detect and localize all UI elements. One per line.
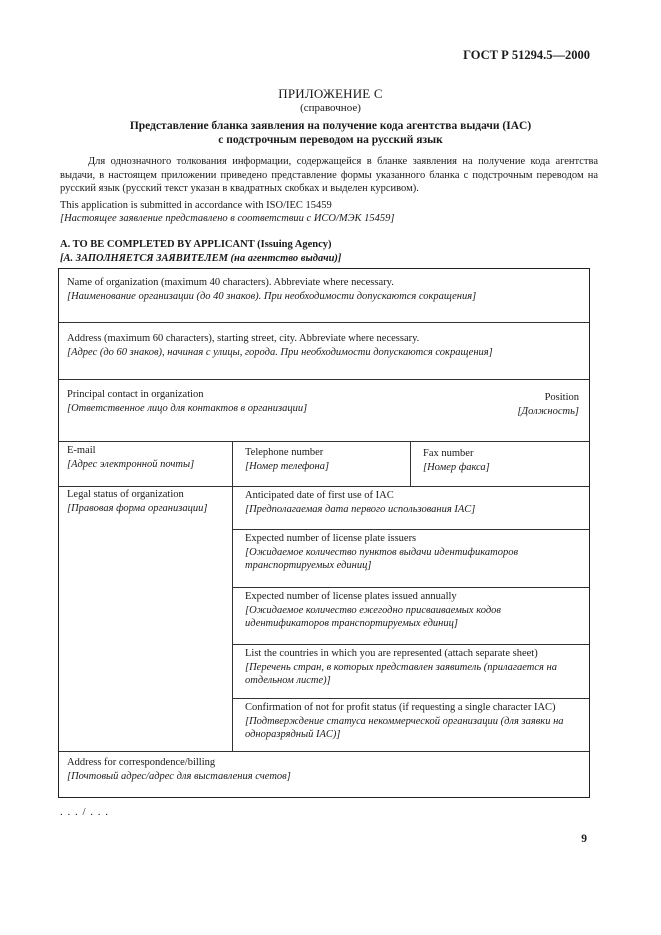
statement-en: This application is submitted in accordance with ISO/IEC 15459: [60, 200, 332, 211]
field-plates-annually-ru1: [Ожидаемое количество ежегодно присваиваемых кодов: [245, 604, 501, 616]
field-fax[interactable]: [423, 447, 490, 474]
field-date-first-use-ru: [Предполагаемая дата первого использования IAC]: [245, 503, 476, 515]
row-divider: [59, 322, 589, 323]
field-telephone-en: Telephone number: [245, 447, 324, 458]
field-fax-ru: [Номер факса]: [423, 461, 490, 473]
form-title: [60, 119, 601, 147]
field-contact-ru: [Ответственное лицо для контактов в организации]: [67, 402, 308, 414]
field-non-profit-ru1: [Подтверждение статуса некоммерческой организации (для заявки на: [245, 715, 564, 727]
field-email-ru: [Адрес электронной почты]: [67, 458, 195, 470]
field-issuers[interactable]: [245, 532, 518, 573]
application-form-table: [58, 268, 590, 798]
field-non-profit[interactable]: [245, 701, 564, 742]
row-divider: [232, 529, 589, 530]
field-countries-ru2: отдельном листе)]: [245, 675, 331, 686]
field-email[interactable]: [67, 444, 194, 471]
row-divider: [59, 486, 589, 487]
row-divider: [59, 379, 589, 380]
row-divider: [232, 587, 589, 588]
section-a-heading-ru: [А. ЗАПОЛНЯЕТСЯ ЗАЯВИТЕЛЕМ (на агентство выдачи)]: [60, 253, 342, 264]
field-legal-status-en: Legal status of organization: [67, 489, 184, 500]
field-non-profit-en: Confirmation of not for profit status (if requesting a single character IAC): [245, 702, 556, 713]
field-contact[interactable]: [67, 388, 307, 415]
field-issuers-ru1: [Ожидаемое количество пунктов выдачи идентификаторов: [245, 546, 519, 558]
field-address-ru: [Адрес (до 60 знаков), начиная с улицы, города. При необходимости допускаются сокращения]: [67, 346, 493, 358]
field-legal-status-ru: [Правовая форма организации]: [67, 502, 208, 514]
field-issuers-ru2: транспортируемых единиц]: [245, 560, 372, 571]
field-correspondence-address[interactable]: [67, 756, 291, 783]
field-date-first-use[interactable]: [245, 489, 475, 516]
field-issuers-en: Expected number of license plate issuers: [245, 533, 417, 544]
row-divider: [59, 441, 589, 442]
field-org-name-en: Name of organization (maximum 40 characters). Abbreviate where necessary.: [67, 277, 394, 288]
intro-paragraph: Для однозначного толкования информации, содержащейся в бланке заявления на получение кода агентства выдачи, в настоящем приложении приведено представление формы указанного бланка с подстрочным переводом на русский язык (русский текст указан в квадратных скобках и выделен курсивом).: [60, 156, 598, 194]
field-fax-en: Fax number: [423, 448, 474, 459]
field-org-name[interactable]: [67, 276, 476, 303]
field-countries-en: List the countries in which you are represented (attach separate sheet): [245, 648, 538, 659]
page-number: 9: [581, 833, 587, 845]
appendix-subtitle: (справочное): [300, 102, 361, 114]
field-contact-en: Principal contact in organization: [67, 389, 204, 400]
statement-ru: [Настоящее заявление представлено в соответствии с ИСО/МЭК 15459]: [60, 213, 395, 224]
field-address[interactable]: [67, 332, 493, 359]
field-org-name-ru: [Наименование организации (до 40 знаков). При необходимости допускаются сокращения]: [67, 290, 477, 302]
field-date-first-use-en: Anticipated date of first use of IAC: [245, 490, 394, 501]
row-divider: [232, 698, 589, 699]
field-address-en: Address (maximum 60 characters), starting street, city. Abbreviate where necessary.: [67, 333, 420, 344]
field-countries-ru1: [Перечень стран, в которых представлен заявитель (прилагается на: [245, 661, 558, 673]
row-divider: [232, 644, 589, 645]
appendix-title: ПРИЛОЖЕНИЕ С: [278, 86, 383, 101]
field-correspondence-ru: [Почтовый адрес/адрес для выставления счетов]: [67, 770, 291, 782]
field-plates-annually-ru2: идентификаторов транспортируемых единиц]: [245, 618, 458, 629]
field-position-en: Position: [544, 392, 579, 403]
column-divider: [410, 441, 411, 486]
form-title-line1: Представление бланка заявления на получение кода агентства выдачи (IAC): [129, 120, 532, 132]
field-telephone[interactable]: [245, 446, 329, 473]
field-position-ru: [Должность]: [517, 405, 579, 417]
section-a-heading-en: A. TO BE COMPLETED BY APPLICANT (Issuing Agency): [60, 239, 332, 250]
standard-number: ГОСТ Р 51294.5—2000: [463, 48, 590, 62]
row-divider: [59, 751, 589, 752]
field-position[interactable]: [517, 391, 579, 418]
field-correspondence-en: Address for correspondence/billing: [67, 757, 216, 768]
field-countries[interactable]: [245, 647, 557, 688]
field-email-en: E-mail: [67, 445, 96, 456]
form-title-line2: с подстрочным переводом на русский язык: [218, 134, 443, 146]
field-legal-status[interactable]: [67, 488, 207, 515]
field-non-profit-ru2: одноразрядный IAC)]: [245, 729, 341, 740]
continuation-mark: . . . / . . .: [60, 806, 110, 818]
field-plates-annually-en: Expected number of license plates issued annually: [245, 591, 457, 602]
column-divider: [232, 441, 233, 751]
field-plates-annually[interactable]: [245, 590, 501, 631]
field-telephone-ru: [Номер телефона]: [245, 460, 330, 472]
